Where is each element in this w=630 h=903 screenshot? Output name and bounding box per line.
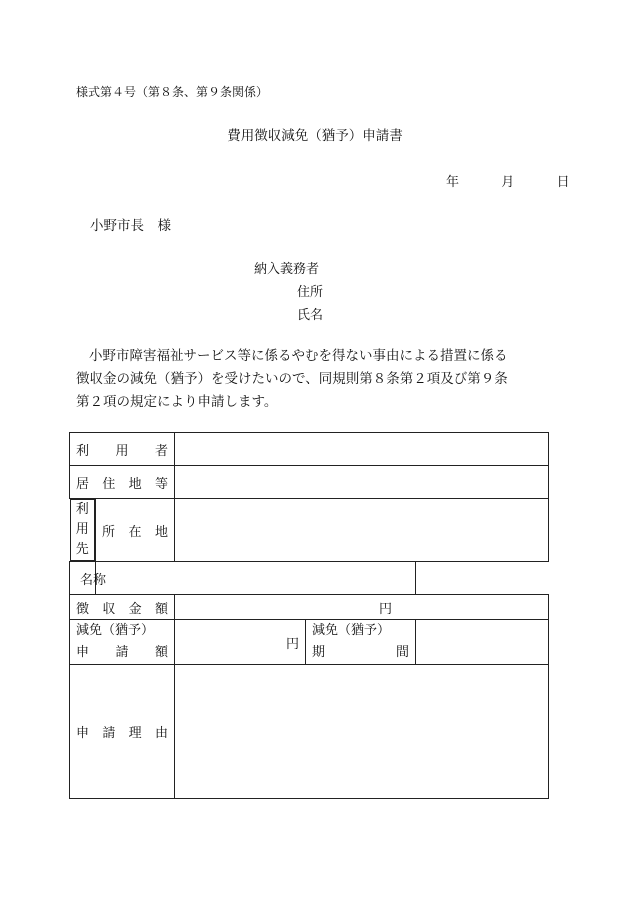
location-field[interactable]: [175, 499, 549, 562]
reduction-row: [70, 620, 549, 665]
facility-location-row: [70, 499, 549, 562]
reason-label: 申 請 理 由: [70, 665, 175, 799]
residence-row: [70, 466, 549, 499]
reduction-yen-unit: 円: [286, 636, 300, 652]
collection-amount-field[interactable]: [175, 595, 549, 620]
document-title: 費用徴収減免（猶予）申請書: [227, 128, 403, 144]
user-row: [70, 433, 549, 466]
residence-label: 居 住 地 等: [70, 466, 175, 499]
date-day: 日: [556, 175, 570, 190]
reason-field[interactable]: [175, 665, 549, 799]
reason-row: [70, 665, 549, 799]
collection-yen-unit: 円: [379, 601, 393, 617]
reduction-period-label: 減免（猶予） 期 間: [306, 620, 416, 665]
user-facility-label: 利 用 先: [70, 499, 96, 561]
date-month: 月: [501, 175, 515, 190]
application-table: [69, 432, 549, 799]
reduction-amount-label: 減免（猶予） 申 請 額: [70, 620, 175, 665]
facility-name-label: 名 称: [70, 562, 96, 595]
date-year: 年: [446, 175, 460, 190]
applicant-name-label: 氏名: [297, 308, 324, 323]
reduction-amount-field[interactable]: [175, 620, 306, 665]
reduction-period-field[interactable]: [416, 620, 549, 665]
addressee: 小野市長 様: [90, 218, 171, 234]
form-number: 様式第４号（第８条、第９条関係）: [76, 85, 269, 99]
collection-amount-row: [70, 595, 549, 620]
statement-line-3: 第２項の規定により申請します。: [76, 394, 278, 410]
facility-name-field[interactable]: [96, 562, 416, 595]
statement-line-2: 徴収金の減免（猶予）を受けたいので、同規則第８条第２項及び第９条: [76, 371, 508, 387]
user-field[interactable]: [175, 433, 549, 466]
statement-line-1: 小野市障害福祉サービス等に係るやむを得ない事由による措置に係る: [89, 348, 508, 364]
applicant-address-label: 住所: [297, 285, 324, 300]
location-label: 所 在 地: [96, 499, 175, 562]
application-statement: [76, 345, 552, 414]
residence-field[interactable]: [175, 466, 549, 499]
payer-label: 納入義務者: [254, 262, 320, 277]
collection-amount-label: 徴 収 金 額: [70, 595, 175, 620]
user-label: 利 用 者: [70, 433, 175, 466]
date-line: [446, 171, 570, 190]
facility-name-row: [70, 562, 549, 595]
